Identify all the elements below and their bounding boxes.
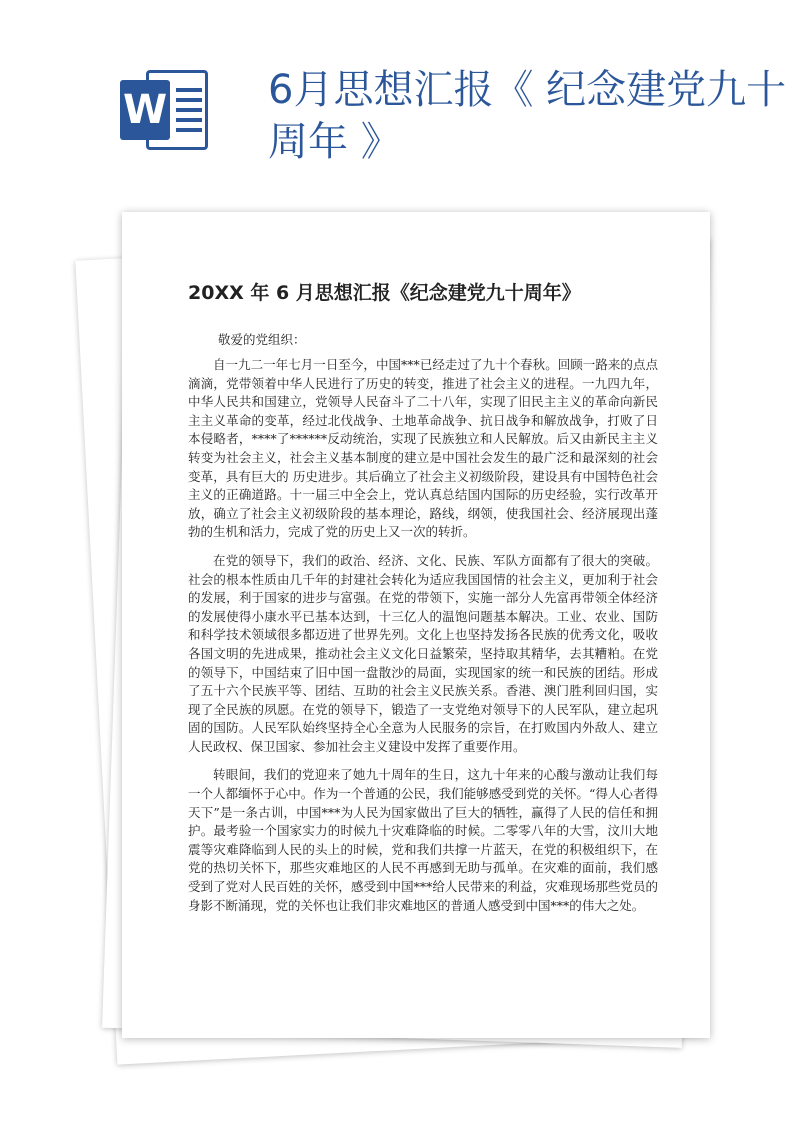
word-document-icon: [120, 62, 212, 158]
word-line-5: [176, 128, 202, 132]
document-page: [122, 212, 710, 1038]
document-title: 6月思想汇报《 纪念建党九十周年 》: [268, 67, 787, 165]
word-line-3: [176, 108, 202, 112]
word-line-1: [176, 88, 202, 92]
header: [0, 0, 800, 200]
paragraph-3: 转眼间，我们的党迎来了她九十周年的生日，这九十年来的心酸与激动让我们每一个人都缅怀于心中。作为一个普通的公民，我们能够感受到党的关怀。“得人心者得天下”是一条古训，中国***为人民为国家做出了巨大的牺牲，赢得了人民的信任和拥护。最考验一个国家实力的时候九十灾难降临的时候。二零零八年的大雪，汶川大地震等灾难降临到人民的头上的时候，党和我们共撑一片蓝天，在党的积极组织下，在党的热切关怀下，那些灾难地区的人民不再感到无助与孤单。在灾难的面前，我们感受到了党对人民百姓的关怀，感受到中国***给人民带来的利益，灾难现场那些党员的身影不断涌现，党的关怀也让我们非灾难地区的普通人感受到中国***的伟大之处。: [188, 767, 658, 913]
document-heading: 20XX 年 6 月思想汇报《纪念建党九十周年》: [188, 282, 581, 304]
paragraph-1: 自一九二一年七月一日至今，中国***已经走过了九十个春秋。回顾一路来的点点滴滴，党带领着中华人民进行了历史的转变，推进了社会主义的进程。一九四九年，中华人民共和国建立，党领导人民奋斗了二十八年，实现了旧民主主义的革命向新民主主义革命的变革，经过北伐战争、土地革命战争、抗日战争和解放战争，打败了日本侵略者，****了******反动统治，实现了民族独立和人民解放。后又由新民主主义转变为社会主义，社会主义基本制度的建立是中国社会发生的最广泛和最深刻的社会变革，具有巨大的 历史进步。其后确立了社会主义初级阶段，建设具有中国特色社会主义的正确道路。十一届三中全会上，党认真总结国内国际的历史经验，实行改革开放，确立了社会主义初级阶段的基本理论，路线，纲领，使我国社会、经济展现出蓬勃的生机和活力，完成了党的历史上又一次的转折。: [188, 357, 658, 540]
salutation: 敬爱的党组织：: [218, 332, 306, 347]
word-logo-letter: W: [120, 80, 170, 140]
word-line-2: [176, 98, 202, 102]
word-line-4: [176, 118, 202, 122]
document-body: [188, 356, 658, 925]
paragraph-2: 在党的领导下，我们的政治、经济、文化、民族、军队方面都有了很大的突破。社会的根本性质由几千年的封建社会转化为适应我国国情的社会主义，更加利于社会的发展，利于国家的进步与富强。在党的带领下，实施一部分人先富再带领全体经济的发展使得小康水平已基本达到，十三亿人的温饱问题基本解决。工业、农业、国防和科学技术领域很多都迈进了世界先列。文化上也坚持发扬各民族的优秀文化，吸收各国文明的先进成果，推动社会主义文化日益繁荣，坚持取其精华，去其糟粕。在党的领导下，中国结束了旧中国一盘散沙的局面，实现国家的统一和民族的团结。形成了五十六个民族平等、团结、互助的社会主义民族关系。香港、澳门胜利回归国，实现了全民族的夙愿。在党的领导下，锻造了一支党绝对领导下的人民军队，建立起巩固的国防。人民军队始终坚持全心全意为人民服务的宗旨，在打败国内外敌人、建立人民政权、保卫国家、参加社会主义建设中发挥了重要作用。: [188, 552, 658, 754]
